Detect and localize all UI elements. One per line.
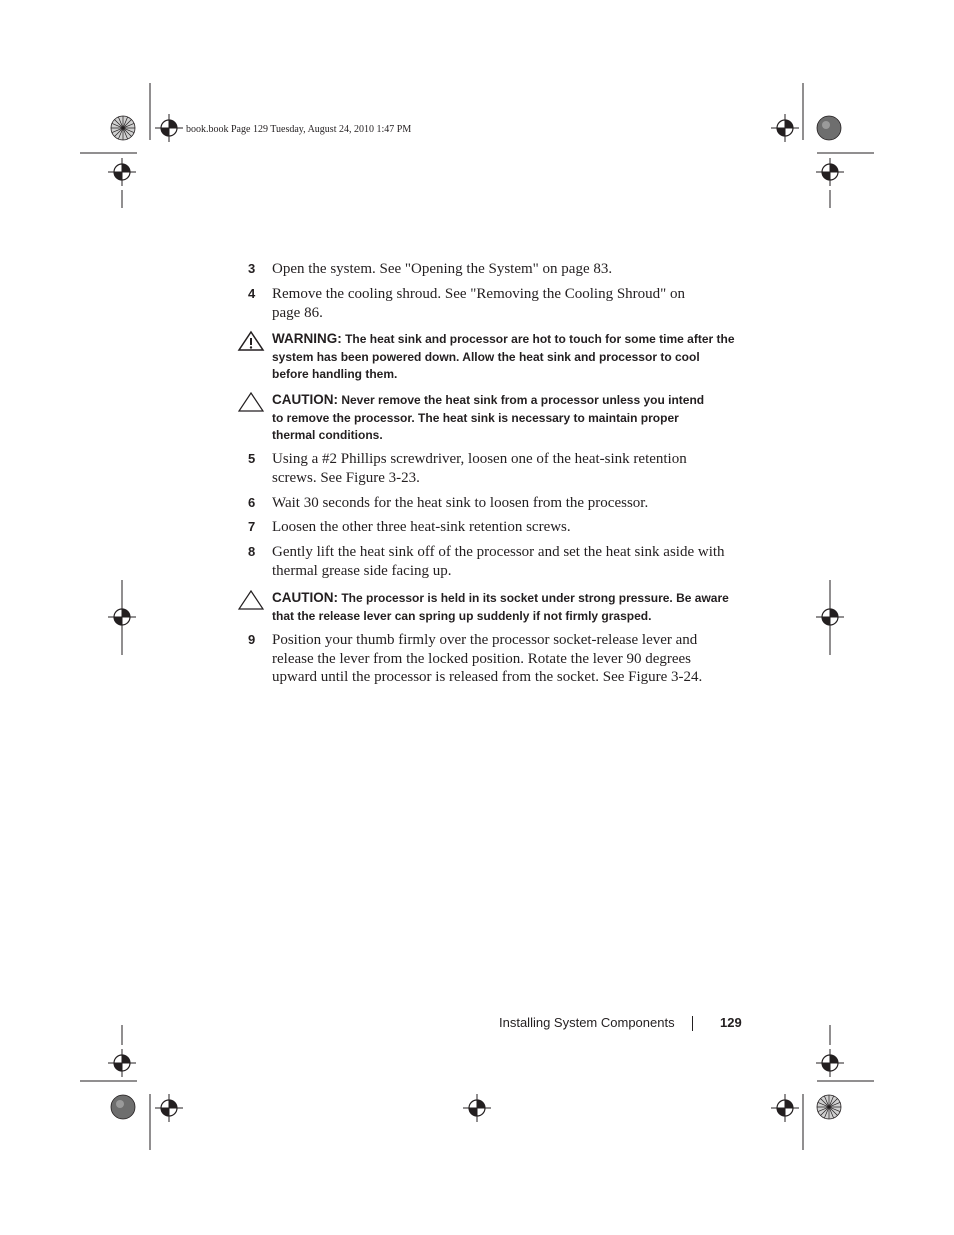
footer-section-title: Installing System Components [499,1015,675,1030]
step-text: Loosen the other three heat-sink retention screws. [272,519,571,535]
step-9 [248,631,728,687]
step-text: Gently lift the heat sink off of the processor and set the heat sink aside with thermal grease side facing up. [272,544,725,579]
step-number: 8 [248,544,256,559]
step-text: Open the system. See "Opening the System" on page 83. [272,261,613,277]
print-info-header: book.book Page 129 Tuesday, August 24, 2010 1:47 PM [186,124,412,135]
footer-divider [692,1016,693,1031]
step-7 [248,518,728,537]
note-text: The processor is held in its socket under strong pressure. Be aware that the release lever can spring up suddenly if not firmly grasped. [272,591,729,623]
note-text: Never remove the heat sink from a processor unless you intend to remove the processor. The heat sink is necessary to maintain proper thermal conditions. [272,393,705,442]
step-3 [248,260,728,279]
step-5 [248,450,718,487]
page-number: 129 [720,1015,742,1030]
step-text: Position your thumb firmly over the processor socket-release lever and release the lever from the locked position. Rotate the lever 90 degrees upward until the processor is released from the socket. See Figure 3-24. [272,632,703,685]
step-number: 5 [248,451,256,466]
note-label: CAUTION: [272,590,338,605]
caution-note [237,391,717,445]
caution-icon [237,391,265,413]
caution-icon [237,589,265,611]
warning-note [237,330,737,384]
caution-note [237,589,732,625]
step-text: Remove the cooling shroud. See "Removing the Cooling Shroud" on page 86. [272,286,686,321]
note-label: WARNING: [272,331,342,346]
step-text: Wait 30 seconds for the heat sink to loosen from the processor. [272,495,649,511]
step-number: 4 [248,286,256,301]
step-8 [248,543,728,580]
step-number: 6 [248,495,256,510]
step-4 [248,285,708,322]
step-number: 3 [248,261,256,276]
step-number: 9 [248,632,256,647]
note-text: The heat sink and processor are hot to touch for some time after the system has been powered down. Allow the heat sink and processor to cool before handling them. [272,332,735,381]
warning-icon [237,330,265,352]
note-label: CAUTION: [272,392,338,407]
step-text: Using a #2 Phillips screwdriver, loosen one of the heat-sink retention screws. See Figure 3-23. [272,451,687,486]
step-6 [248,494,728,513]
step-number: 7 [248,519,256,534]
